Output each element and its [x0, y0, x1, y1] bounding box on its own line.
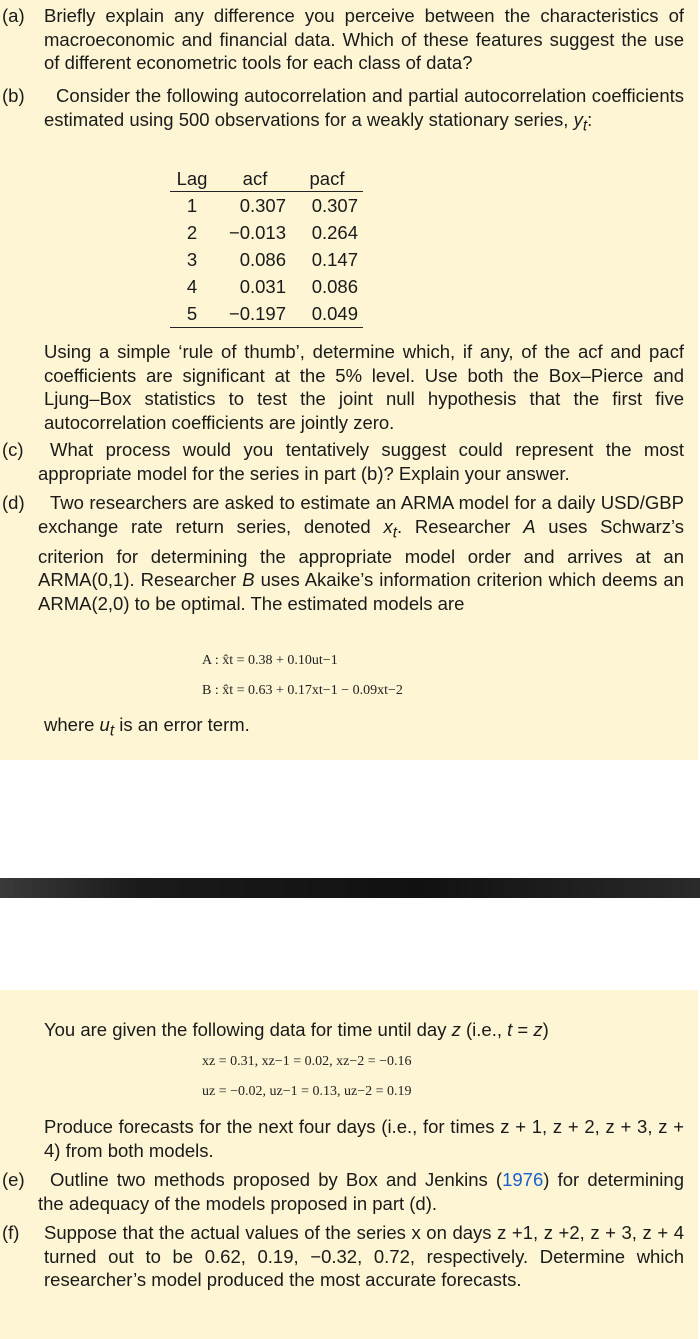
lag-cell: 5 [170, 300, 219, 328]
part-c-label: (c) [2, 439, 24, 460]
x-data-equation: xz = 0.31, xz−1 = 0.02, xz−2 = −0.16 [202, 1054, 412, 1069]
page-divider [0, 878, 700, 898]
part-a-text: Briefly explain any difference you perceive between the characteristics of macroeconomic and financial data. Which of these features suggest the use of different econometric tools for each class of data? [44, 5, 684, 73]
u-data-equation: uz = −0.02, uz−1 = 0.13, uz−2 = 0.19 [202, 1084, 412, 1099]
part-f-text: Suppose that the actual values of the series x on days z +1, z +2, z + 3, z + 4 turned out to be 0.62, 0.19, −0.32, 0.72, respectively. Determine which researcher’s model produced the most accurate forecasts. [44, 1222, 684, 1290]
table-row [170, 273, 363, 300]
acf-pacf-table [170, 167, 363, 328]
col-header-acf: acf [219, 167, 291, 192]
pacf-cell: 0.264 [311, 221, 358, 243]
part-b-intro: Consider the following autocorrelation and partial autocorrelation coefficients estimated using 500 observations for a weakly stationary series, $y_t$: [44, 85, 684, 135]
part-f-label: (f) [2, 1222, 20, 1243]
acf-cell: 0.031 [239, 275, 286, 297]
pacf-cell: 0.049 [291, 300, 363, 328]
question-panel-bottom [0, 990, 698, 1339]
model-a-equation: A : x̂t = 0.38 + 0.10ut−1 [202, 653, 338, 668]
given-data-intro: You are given the following data for time until day z (i.e., t = z) [44, 1019, 549, 1040]
model-b-equation: B : x̂t = 0.63 + 0.17xt−1 − 0.09xt−2 [202, 683, 403, 698]
table-row [170, 246, 363, 273]
acf-cell: 0.307 [239, 194, 286, 216]
lag-cell: 4 [186, 275, 198, 297]
part-c-text: What process would you tentatively suggest could represent the most appropriate model for the series in part (b)? Explain your answer. [38, 439, 684, 484]
table-row [170, 192, 363, 220]
part-b-followup: Using a simple ‘rule of thumb’, determine which, if any, of the acf and pacf coefficients are significant at the 5% level. Use both the Box–Pierce and Ljung–Box statistics to test the joint null hypothesis that the first five autocorrelation coefficients are jointly zero. [44, 341, 684, 433]
table-row [170, 300, 363, 328]
table-header-row [170, 167, 363, 192]
part-d-text: Two researchers are asked to estimate an ARMA model for a daily USD/GBP exchange rate return series, denoted $x_t$. Researcher A uses Schwarz’s criterion for determining the appropriate model order and arrives at an ARMA(0,1). Researcher B uses Akaike’s information criterion which deems an ARMA(2,0) to be optimal. The estimated models are [38, 492, 685, 614]
pacf-cell: 0.086 [311, 275, 358, 297]
acf-cell: −0.013 [228, 221, 286, 243]
lag-cell: 3 [186, 248, 198, 270]
part-e-label: (e) [2, 1169, 25, 1190]
forecast-instruction: Produce forecasts for the next four days (i.e., for times z + 1, z + 2, z + 3, z + 4) from both models. [44, 1116, 684, 1161]
col-header-lag: Lag [170, 167, 219, 192]
table-row [170, 219, 363, 246]
part-e-text: Outline two methods proposed by Box and Jenkins (1976) for determining the adequacy of the models proposed in part (d). [38, 1169, 684, 1214]
part-b-label: (b) [2, 85, 25, 106]
part-d-label: (d) [2, 492, 25, 513]
pacf-cell: 0.147 [311, 248, 358, 270]
acf-cell: −0.197 [219, 300, 291, 328]
col-header-pacf: pacf [291, 167, 363, 192]
lag-cell: 1 [186, 194, 198, 216]
acf-cell: 0.086 [239, 248, 286, 270]
lag-cell: 2 [186, 221, 198, 243]
part-a-label: (a) [2, 5, 25, 26]
error-term-note: where $u_t$ is an error term. [44, 714, 250, 740]
pacf-cell: 0.307 [311, 194, 358, 216]
citation-link[interactable]: 1976 [502, 1169, 544, 1190]
